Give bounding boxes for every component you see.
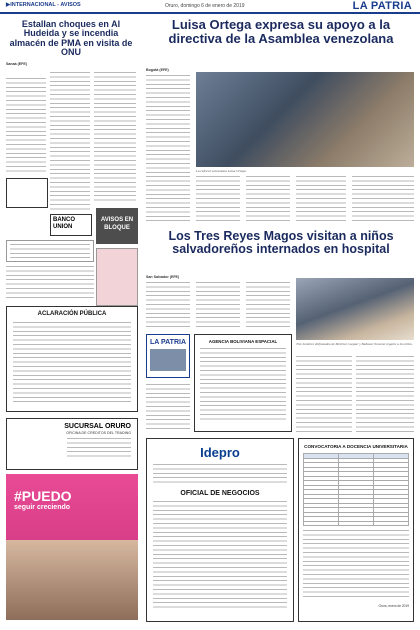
ad-convocatoria <box>298 438 414 622</box>
agencia-body <box>200 348 286 422</box>
convocatoria-title: CONVOCATORIA A DOCENCIA UNIVERSITARIA <box>304 444 408 449</box>
la-patria-ad-image <box>150 349 186 371</box>
idepro-intro <box>153 464 287 486</box>
convocatoria-table-wrap <box>303 453 409 526</box>
article-kings-col3 <box>246 282 290 330</box>
ad-aclaracion-publica <box>6 306 138 412</box>
aclaracion-title: ACLARACIÓN PÚBLICA <box>37 311 107 317</box>
ad-licitacion <box>6 178 48 208</box>
ad-sucursal-oruro <box>6 418 138 470</box>
puedo-sub: seguir creciendo <box>14 504 71 511</box>
article-kings-byline: San Salvador (EFE) <box>146 275 180 279</box>
article-main-col1 <box>146 75 190 223</box>
article-left <box>6 20 136 66</box>
banco-union-logo: BANCO UNION <box>53 217 75 230</box>
article-left-body-col3 <box>94 72 136 204</box>
article-main-col4 <box>296 176 346 224</box>
article-kings-col4 <box>296 356 352 432</box>
aclaracion-body <box>13 322 131 404</box>
ad-pink-promo <box>96 248 138 306</box>
sucursal-body <box>67 438 131 460</box>
ad-agencia-espacial <box>194 334 292 432</box>
reyes-magos-caption: Tres hombres disfrazados de Melchor, Gaspar y Baltasar llevaron regalos a los niños. <box>296 342 413 346</box>
ad-autoridad-regulacion <box>6 240 94 262</box>
puedo-title: #PUEDO <box>14 488 72 504</box>
article-kings-col1 <box>146 282 190 330</box>
section-label: ▶INTERNACIONAL - AVISOS <box>6 2 81 8</box>
small-notice-left <box>146 384 190 432</box>
oficial-title: OFICIAL DE NEGOCIOS <box>180 490 260 497</box>
article-main-byline: Bogotá (EFE) <box>146 68 169 72</box>
article-kings-headline: Los Tres Reyes Magos visitan a niños salvadoreños internados en hospital <box>168 229 394 257</box>
article-main-headline: Luisa Ortega expresa su apoyo a la directiva de la Asamblea venezolana <box>168 17 394 46</box>
article-left-body-col2 <box>50 72 90 212</box>
la-patria-ad-logo: LA PATRIA <box>149 339 187 346</box>
puedo-photo <box>6 540 138 620</box>
sucursal-sub: OFICINA DE CREDITOS DEL TRADING <box>66 431 131 435</box>
article-main-col5 <box>352 176 414 224</box>
ad-autoridad-lines <box>10 244 90 258</box>
luisa-ortega-photo <box>196 72 414 167</box>
convocatoria-body <box>303 530 409 600</box>
article-kings-col5 <box>356 356 414 432</box>
issue-date: Oruro, domingo 6 de enero de 2019 <box>165 3 245 9</box>
convocatoria-table <box>303 453 409 526</box>
ad-avisos-en-bloque <box>96 208 138 244</box>
article-main-col2 <box>196 176 240 224</box>
convocatoria-date: Oruro, enero de 2019 <box>378 604 409 608</box>
idepro-logo: Idepro <box>200 445 240 460</box>
agencia-title: AGENCIA BOLIVIANA ESPACIAL <box>208 339 278 344</box>
ad-idepro <box>146 438 294 622</box>
idepro-body <box>153 501 287 609</box>
luisa-ortega-caption: La exfiscal venezolana Luisa Ortega. <box>196 169 247 173</box>
ad-puedo <box>6 474 138 620</box>
article-kings-col2 <box>196 282 240 330</box>
masthead: LA PATRIA <box>352 0 412 12</box>
article-left-headline: Estallan choques en Al Hudeida y se incendia almacén de PMA en visita de ONU <box>9 19 133 58</box>
article-left-byline: Sanaá (EFE) <box>6 61 27 66</box>
ad-notice-text <box>6 266 94 300</box>
ad-la-patria <box>146 334 190 378</box>
article-main-col3 <box>246 176 290 224</box>
article-left-body-col1 <box>6 78 46 174</box>
avisos-en-bloque-label: AVISOS EN BLOQUE <box>100 217 134 231</box>
ad-banco-union <box>50 214 92 236</box>
reyes-magos-photo <box>296 278 414 340</box>
sucursal-title: SUCURSAL ORURO <box>64 423 131 430</box>
page-header <box>0 0 420 14</box>
